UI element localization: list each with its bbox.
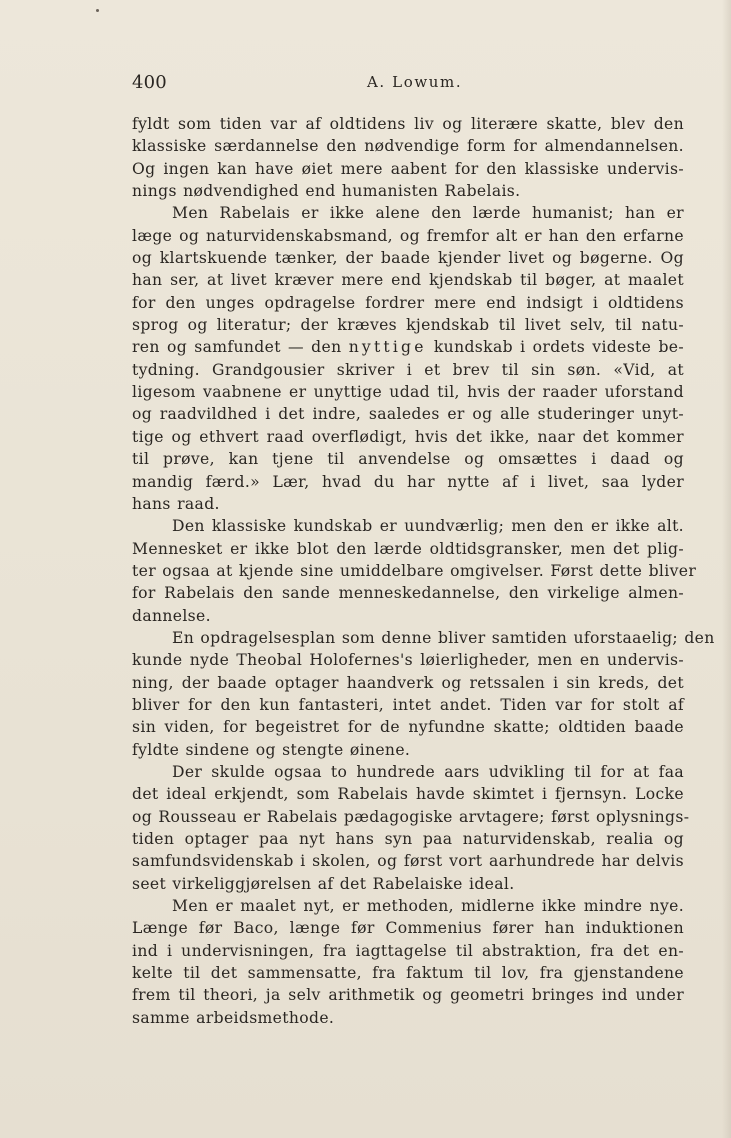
- text-line: for den unges opdragelse fordrer mere end indsigt i oldtidens: [132, 293, 684, 312]
- text-line: kelte til det sammensatte, fra faktum til lov, fra gjenstandene: [132, 964, 684, 983]
- line-tail: kundskab i ordets videste be-: [433, 338, 684, 357]
- text-line: han ser, at livet kræver mere end kjendskab til bøger, at maalet: [132, 271, 684, 290]
- text-line: og raadvildhed i det indre, saaledes er og alle studeringer unyt-: [132, 405, 684, 424]
- paragraph-start-line: Men er maalet nyt, er methoden, midlerne ikke mindre nye.: [172, 897, 684, 916]
- text-line: Mennesket er ikke blot den lærde oldtidsgransker, men det plig-: [132, 539, 684, 558]
- text-line: Længe før Baco, længe før Commenius fører han induktionen: [132, 919, 684, 938]
- text-line: ind i undervisningen, fra iagttagelse til abstraktion, fra det en-: [132, 941, 684, 960]
- text-line: og klartskuende tænker, der baade kjender livet og bøgerne. Og: [132, 249, 684, 268]
- text-line: frem til theori, ja selv arithmetik og geometri bringes ind under: [132, 986, 684, 1005]
- text-line: hans raad.: [132, 494, 220, 513]
- text-line: tige og ethvert raad overflødigt, hvis det ikke, naar det kommer: [132, 427, 684, 446]
- text-line: mandig færd.» Lær, hvad du har nytte af i livet, saa lyder: [132, 472, 684, 491]
- text-line-emphasis: [132, 336, 684, 358]
- text-line: for Rabelais den sande menneskedannelse, den virkelige almen-: [132, 584, 684, 603]
- text-line: ter ogsaa at kjende sine umiddelbare omgivelser. Først dette bliver: [132, 561, 697, 580]
- text-line: ning, der baade optager haandverk og retssalen i sin kreds, det: [132, 673, 684, 692]
- text-line: sin viden, for begeistret for de nyfundne skatte; oldtiden baade: [132, 718, 684, 737]
- page-number: 400: [132, 72, 167, 93]
- paragraph-start-line: Den klassiske kundskab er uundværlig; men den er ikke alt.: [172, 517, 684, 536]
- line-head: ren og samfundet — den: [132, 338, 342, 357]
- text-line: klassiske særdannelse den nødvendige form for almendannelsen.: [132, 137, 684, 156]
- running-title: A. Lowum.: [367, 73, 463, 91]
- text-line: kunde nyde Theobal Holofernes's løierligheder, men en undervis-: [132, 651, 684, 670]
- text-line: Og ingen kan have øiet mere aabent for den klassiske undervis-: [132, 159, 684, 178]
- text-line: sprog og literatur; der kræves kjendskab til livet selv, til natu-: [132, 316, 684, 335]
- text-line: tydning. Grandgousier skriver i et brev til sin søn. «Vid, at: [132, 360, 684, 379]
- text-line: samfundsvidenskab i skolen, og først vort aarhundrede har delvis: [132, 852, 684, 871]
- text-line: og Rousseau er Rabelais pædagogiske arvtagere; først oplysnings-: [132, 807, 690, 826]
- ink-speck: [96, 9, 99, 12]
- text-line: fyldt som tiden var af oldtidens liv og literære skatte, blev den: [132, 115, 684, 133]
- paragraph-start-line: Der skulde ogsaa to hundrede aars udvikling til for at faa: [172, 762, 684, 781]
- text-line: dannelse.: [132, 606, 211, 625]
- running-head: [132, 72, 684, 96]
- text-line: bliver for den kun fantasteri, intet andet. Tiden var for stolt af: [132, 695, 684, 714]
- text-line: samme arbeidsmethode.: [132, 1008, 335, 1027]
- text-line: seet virkeliggjørelsen af det Rabelaiske ideal.: [132, 874, 515, 893]
- text-line: læge og naturvidenskabsmand, og fremfor alt er han den erfarne: [132, 226, 684, 245]
- text-line: det ideal erkjendt, som Rabelais havde skimtet i fjernsyn. Locke: [132, 785, 684, 804]
- paragraph-start-line: Men Rabelais er ikke alene den lærde humanist; han er: [172, 204, 684, 223]
- text-line: ligesom vaabnene er unyttige udad til, hvis der raader uforstand: [132, 383, 684, 402]
- text-line: nings nødvendighed end humanisten Rabelais.: [132, 182, 521, 201]
- text-line: fyldte sindene og stengte øinene.: [132, 740, 411, 759]
- text-line: tiden optager paa nyt hans syn paa naturvidenskab, realia og: [132, 830, 684, 848]
- paragraph-start-line: En opdragelsesplan som denne bliver samtiden uforstaaelig; den: [172, 628, 715, 647]
- body-text: [132, 113, 715, 1029]
- text-line: til prøve, kan tjene til anvendelse og omsættes i daad og: [132, 450, 684, 469]
- spaced-emphasis-word: nyttige: [348, 338, 427, 357]
- page-edge-shadow: [722, 0, 731, 1138]
